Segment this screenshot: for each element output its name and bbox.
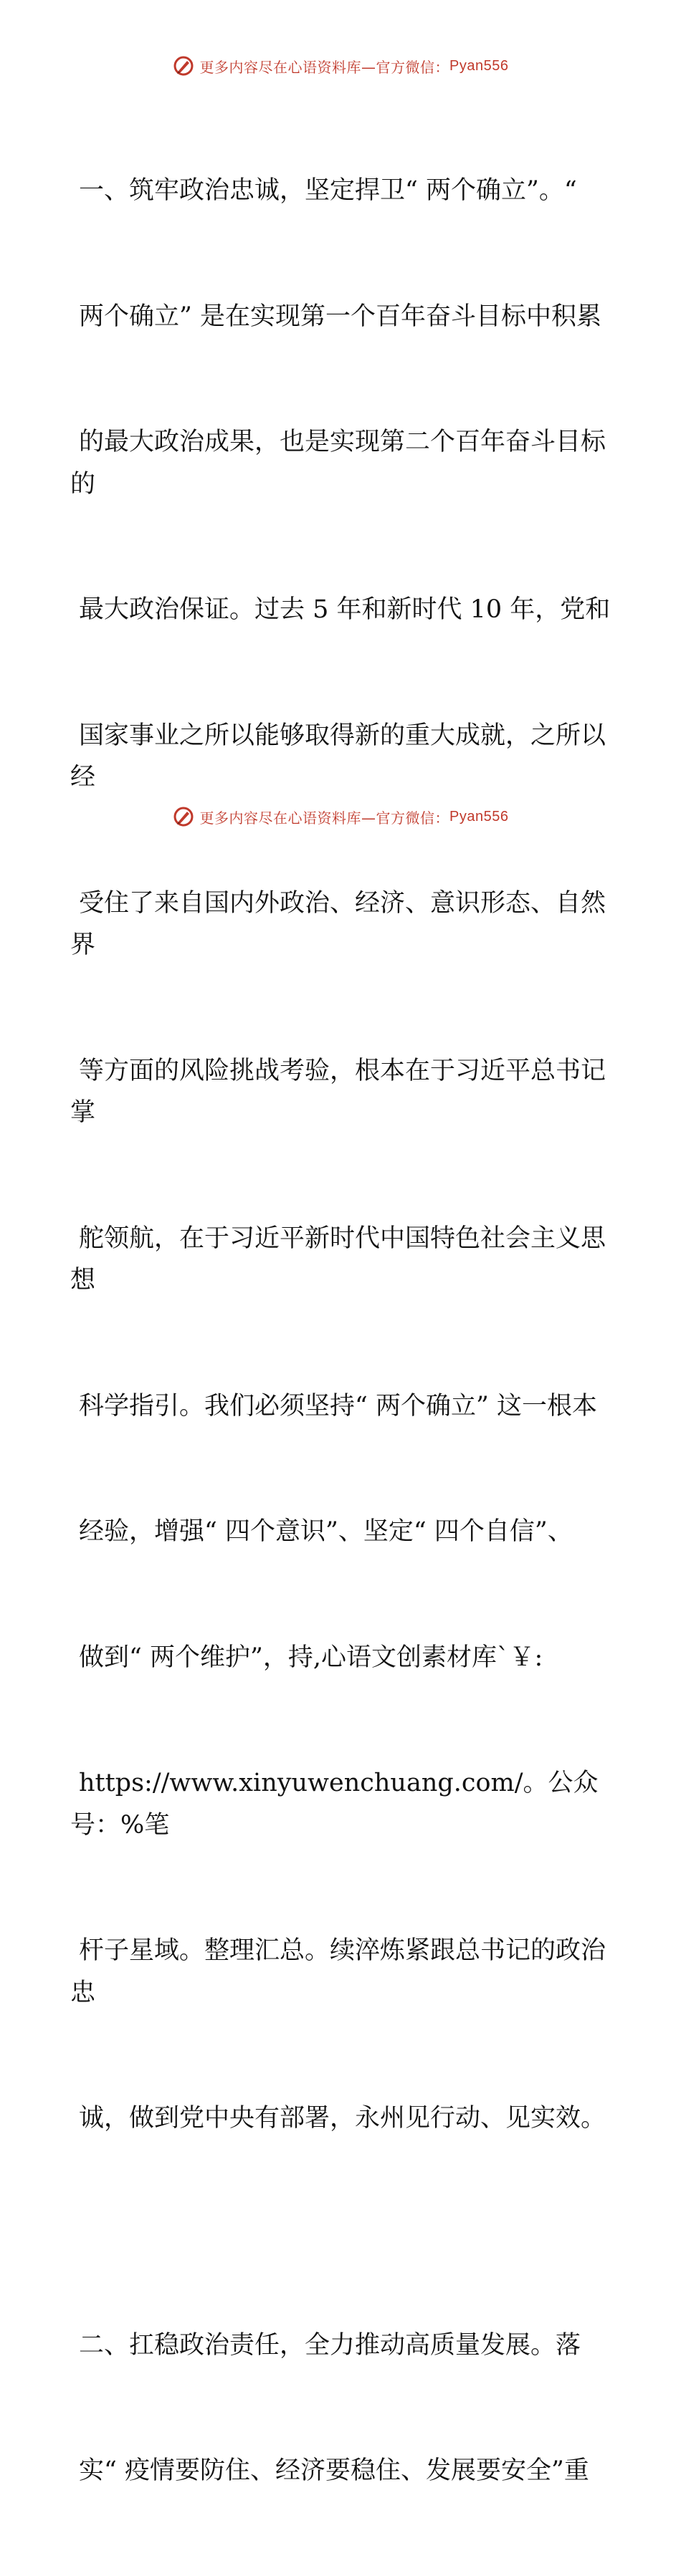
text-line: 科学指引。我们必须坚持“ 两个确立” 这一根本 xyxy=(79,1391,598,1421)
text-line: 两个确立” 是在实现第一个百年奋斗目标中积累 xyxy=(79,302,602,331)
text-line: 二、扛稳政治责任，全力推动高质量发展。落 xyxy=(79,2330,581,2360)
text-line: 等方面的风险挑战考验，根本在于习近平总书记掌 xyxy=(70,1056,606,1127)
text-line: 一、筑牢政治忠诚，坚定捍卫“ 两个确立”。“ xyxy=(79,176,577,205)
header-watermark xyxy=(0,52,681,80)
text-line: 实“ 疫情要防住、经济要稳住、发展要安全”重 xyxy=(79,2456,589,2485)
text-line: 做到“ 两个维护”，持,心语文创素材库`￥: xyxy=(79,1643,543,1672)
watermark-wechat-id: Pyan556 xyxy=(449,808,509,825)
document-body xyxy=(70,86,615,2576)
text-line: 杆子星域。整理汇总。续淬炼紧跟总书记的政治忠 xyxy=(70,1936,606,2007)
pen-logo-icon xyxy=(173,55,194,77)
text-line: 的最大政治成果，也是实现第二个百年奋斗目标的 xyxy=(70,428,606,499)
watermark-text: 更多内容尽在心语资料库—官方微信： xyxy=(199,58,450,76)
text-line: 受住了来自国内外政治、经济、意识形态、自然界 xyxy=(70,888,606,959)
paragraph-gap xyxy=(70,2224,615,2241)
footer-watermark xyxy=(0,802,681,831)
text-line: 国家事业之所以能够取得新的重大成就，之所以经 xyxy=(70,721,606,792)
text-line: 诚，做到党中央有部署，永州见行动、见实效。 xyxy=(79,2104,606,2133)
paragraph-2 xyxy=(70,2241,615,2576)
text-line: https://www.xinyuwenchuang.com/。公众号：%笔 xyxy=(70,1769,599,1840)
pen-logo-icon xyxy=(173,806,194,827)
text-line: 最大政治保证。过去 5 年和新时代 10 年，党和 xyxy=(79,595,611,624)
paragraph-1 xyxy=(70,86,615,2224)
watermark-wechat-id: Pyan556 xyxy=(449,57,509,74)
text-line: 舵领航，在于习近平新时代中国特色社会主义思想 xyxy=(70,1224,606,1294)
watermark-text: 更多内容尽在心语资料库—官方微信： xyxy=(199,809,450,827)
text-line: 经验，增强“ 四个意识”、坚定“ 四个自信”、 xyxy=(79,1517,573,1546)
